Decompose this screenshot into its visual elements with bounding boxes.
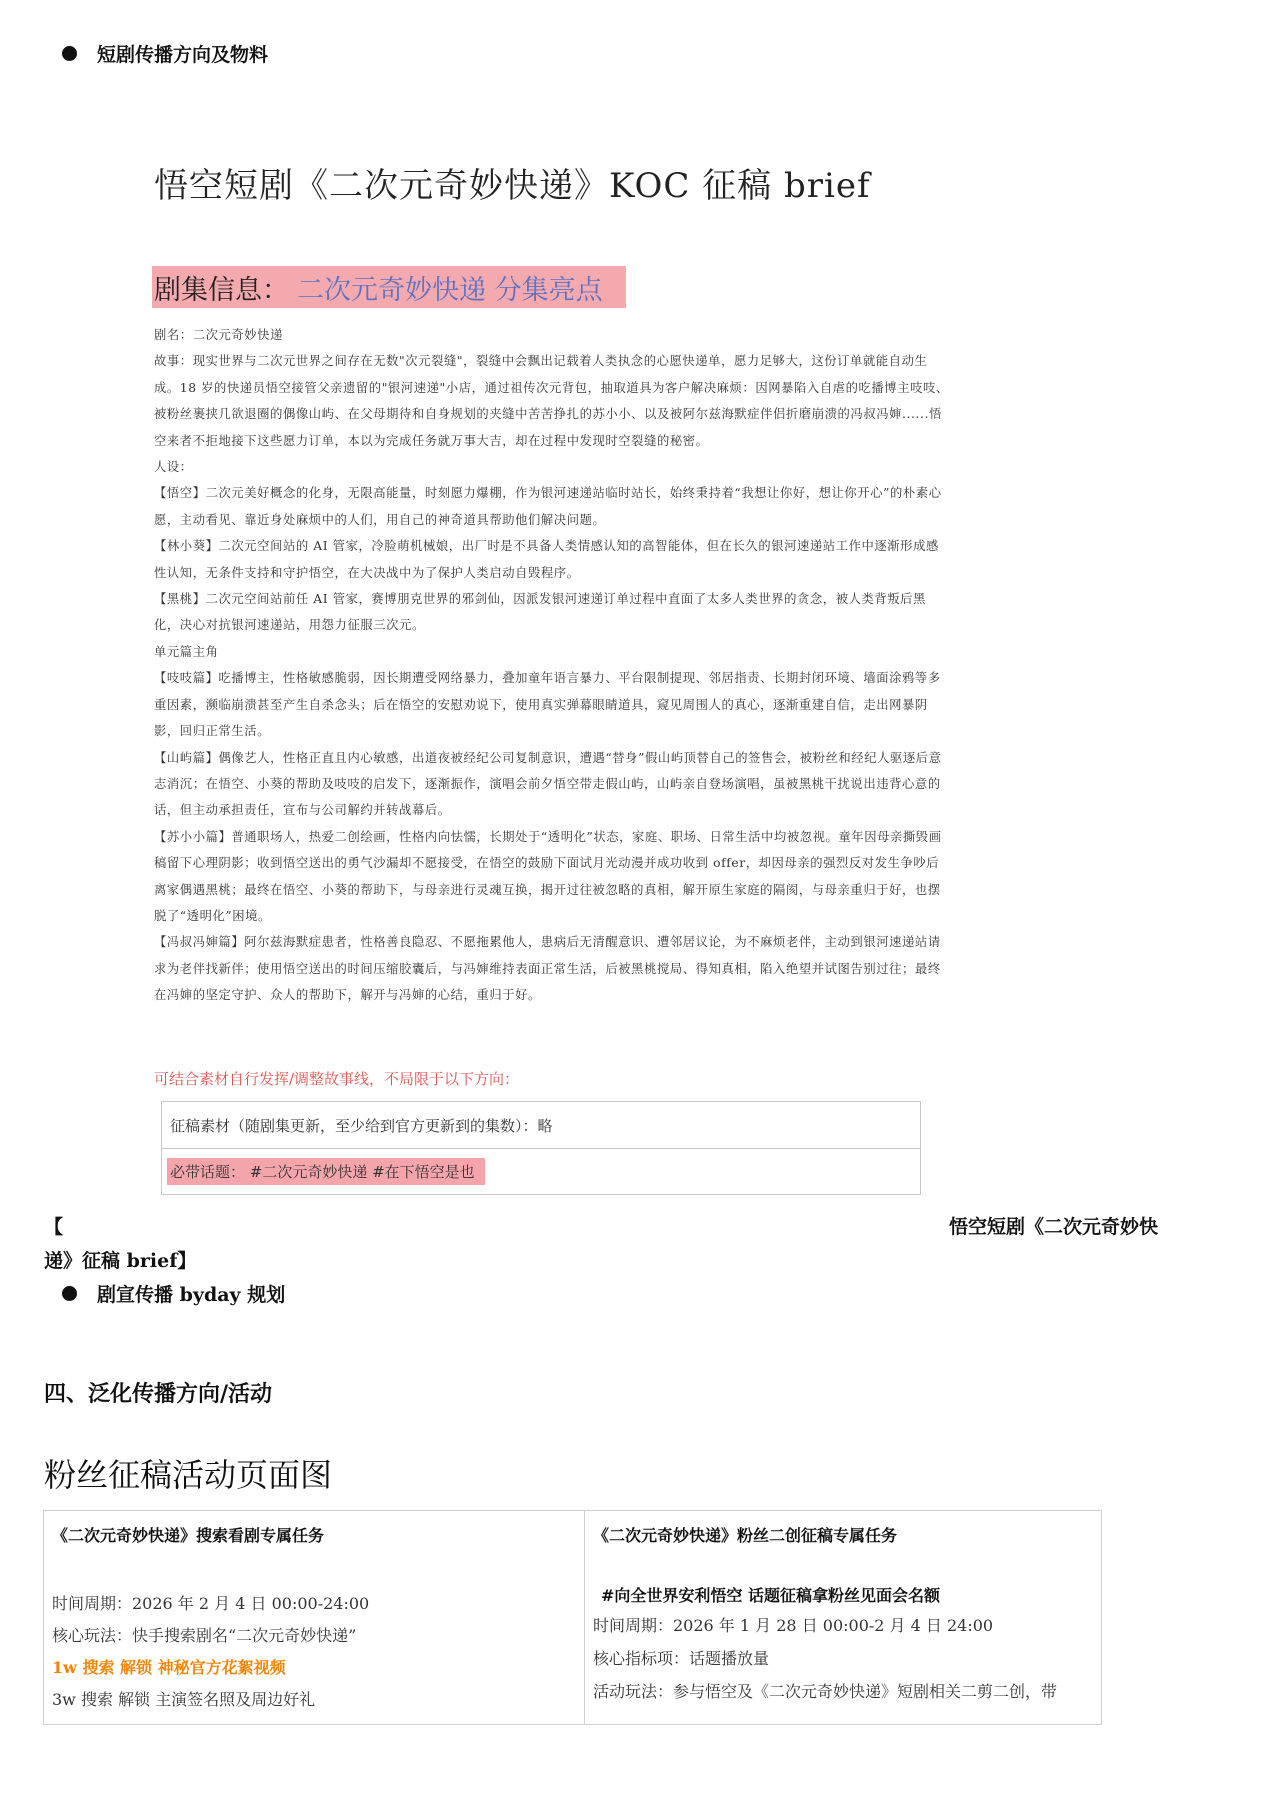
ugc-task-period: 时间周期：2026 年 1 月 28 日 00:00-2 月 4 日 24:00 (593, 1616, 994, 1635)
search-task-reward-2: 3w 搜索 解锁 主演签名照及周边好礼 (52, 1690, 316, 1709)
ugc-task-topic: #向全世界安利悟空 话题征稿拿粉丝见面会名额 (601, 1586, 940, 1605)
brief-paragraph: 【山屿篇】偶像艺人，性格正直且内心敏感，出道夜被经纪公司复制意识，遭遇“替身”假山屿顶替自己的签售会，被粉丝和经纪人驱逐后意志消沉；在悟空、小葵的帮助及吱吱的启发下，逐渐振作，演唱会前夕悟空带走假山屿，山屿亲自登场演唱，虽被黑桃干扰说出违背心意的话，但主动承担责任，宣布与公司解约并转战幕后。 (154, 750, 942, 818)
required-topics-text: 必带话题： #二次元奇妙快递 #在下悟空是也 (167, 1158, 485, 1185)
material-text: 征稿素材（随剧集更新，至少给到官方更新到的集数）：略 (170, 1116, 553, 1135)
search-task-reward-1: 1w 搜索 解锁 神秘官方花絮视频 (52, 1658, 286, 1677)
bullet-dot-icon (62, 46, 77, 61)
brief-paragraph: 【苏小小篇】普通职场人，热爱二创绘画，性格内向怯懦，长期处于“透明化”状态，家庭、职场、日常生活中均被忽视。童年因母亲撕毁画稿留下心理阴影；收到悟空送出的勇气沙漏却不愿接受，在悟空的鼓励下面试月光动漫并成功收到 offer，却因母亲的强烈反对发生争吵后离家偶遇黑桃；最终在悟空、小葵的帮助下，与母亲进行灵魂互换，揭开过往被忽略的真相，解开原生家庭的隔阂，与母亲重归于好，也摆脱了“透明化”困境。 (154, 829, 942, 923)
brief-paragraph: 【冯叔冯婶篇】阿尔兹海默症患者，性格善良隐忍、不愿拖累他人，患病后无清醒意识、遭邻居议论，为不麻烦老伴，主动到银河速递站请求为老伴找新伴；使用悟空送出的时间压缩胶囊后，与冯婶维持表面正常生活，后被黑桃搅局、得知真相，陷入绝望并试图告别过往；最终在冯婶的坚定守护、众人的帮助下，解开与冯婶的心结，重归于好。 (154, 935, 941, 1003)
search-task-period: 时间周期：2026 年 2 月 4 日 00:00-24:00 (52, 1594, 370, 1613)
bullet-dot-icon (62, 1286, 77, 1301)
ugc-task-title: 《二次元奇妙快递》粉丝二创征稿专属任务 (593, 1526, 898, 1545)
episode-info-header (152, 266, 626, 308)
ugc-task-metric: 核心指标项：话题播放量 (593, 1649, 770, 1668)
brief-paragraph: 人设： (154, 460, 193, 475)
spec-row-topics (162, 1148, 920, 1194)
bullet-item-2 (62, 1280, 285, 1307)
caption-text: 悟空短剧《二次元奇妙快 (949, 1216, 1159, 1238)
bullet-item-1 (62, 40, 268, 67)
spec-table (161, 1101, 921, 1195)
brief-paragraph: 故事：现实世界与二次元世界之间存在无数"次元裂缝"，裂缝中会飘出记载着人类执念的心愿快递单，愿力足够大，这份订单就能自动生成。18 岁的快递员悟空接管父亲遗留的"银河速递"小店，通过祖传次元背包，抽取道具为客户解决麻烦：因网暴陷入自虐的吃播博主吱吱、被粉丝裹挟几欲退圈的偶像山屿、在父母期待和自身规划的夹缝中苦苦挣扎的苏小小、以及被阿尔兹海默症伴侣折磨崩溃的冯叔冯婶......悟空来者不拒地接下这些愿力订单，本以为完成任务就万事大吉，却在过程中发现时空裂缝的秘密。 (154, 354, 949, 448)
episode-info-value: 二次元奇妙快递 分集亮点 (297, 274, 603, 306)
bullet-label: 剧宣传播 byday 规划 (97, 1284, 286, 1306)
ugc-task-column (584, 1511, 1101, 1724)
direction-note: 可结合素材自行发挥/调整故事线，不局限于以下方向： (154, 1070, 520, 1088)
spec-row-material (162, 1102, 920, 1148)
caption-text-line2: 递》征稿 brief】 (44, 1250, 197, 1272)
bullet-label: 短剧传播方向及物料 (97, 44, 269, 66)
caption-open-bracket: 【 (44, 1216, 64, 1238)
section-heading: 四、泛化传播方向/活动 (44, 1381, 273, 1407)
ugc-task-play: 活动玩法：参与悟空及《二次元奇妙快递》短剧相关二剪二创，带 (593, 1682, 1058, 1701)
task-table (43, 1510, 1102, 1725)
brief-body (154, 322, 949, 1009)
search-task-column (44, 1511, 584, 1724)
brief-paragraph: 【吱吱篇】吃播博主，性格敏感脆弱，因长期遭受网络暴力，叠加童年语言暴力、平台限制提现、邻居指责、长期封闭环境、墙面涂鸦等多重因素，濒临崩溃甚至产生自杀念头；后在悟空的安慰劝说下，使用真实弹幕眼睛道具，窥见周围人的真心，逐渐重建自信，走出网暴阴影，回归正常生活。 (154, 671, 941, 739)
brief-title: 悟空短剧《二次元奇妙快递》KOC 征稿 brief (154, 166, 871, 206)
search-task-title: 《二次元奇妙快递》搜索看剧专属任务 (52, 1526, 325, 1545)
brief-paragraph: 单元篇主角 (154, 644, 219, 659)
brief-paragraph: 【悟空】二次元美好概念的化身，无限高能量，时刻愿力爆棚，作为银河速递站临时站长，始终秉持着“我想让你好，想让你开心”的朴素心愿，主动看见、靠近身处麻烦中的人们，用自己的神奇道具帮助他们解决问题。 (154, 486, 942, 527)
brief-paragraph: 【林小葵】二次元空间站的 AI 管家，冷脸萌机械娘，出厂时是不具备人类情感认知的高智能体，但在长久的银河速递站工作中逐渐形成感性认知，无条件支持和守护悟空，在大决战中为了保护人类启动自毁程序。 (154, 539, 939, 580)
episode-info-label: 剧集信息： (154, 274, 289, 306)
brief-paragraph: 【黑桃】二次元空间站前任 AI 管家，赛博朋克世界的邪剑仙，因派发银河速递订单过程中直面了太多人类世界的贪念，被人类背叛后黑化，决心对抗银河速递站，用怨力征服三次元。 (154, 592, 926, 633)
brief-paragraph: 剧名：二次元奇妙快递 (154, 328, 283, 342)
search-task-play: 核心玩法：快手搜索剧名“二次元奇妙快递” (52, 1626, 357, 1645)
fan-activity-heading: 粉丝征稿活动页面图 (44, 1456, 333, 1494)
